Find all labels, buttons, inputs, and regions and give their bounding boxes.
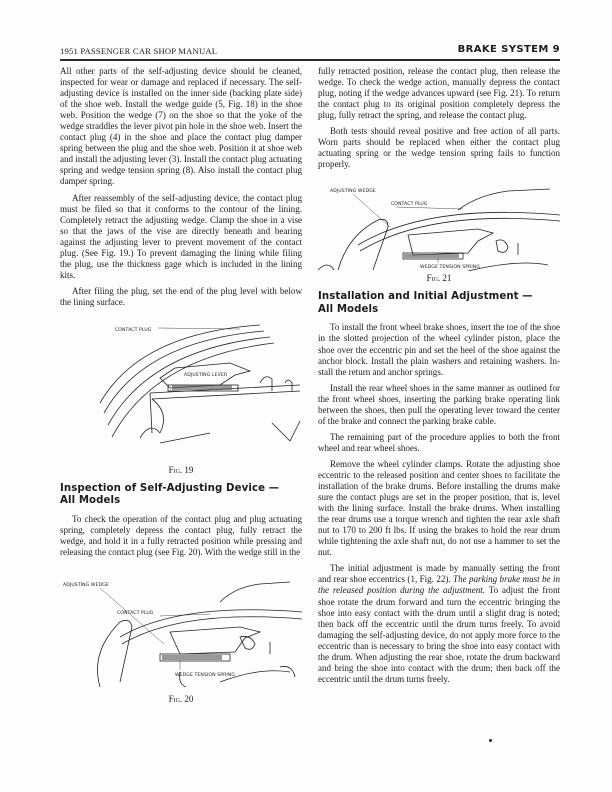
fig20-label-contact-plug: CONTACT PLUG [117,611,154,617]
paragraph-initial-adjustment [318,563,560,685]
paragraph: Install the rear wheel shoes in the same manner as outlined for the front wheel shoes, inserting the parking brake operating link between the shoes, then pull the operating lever toward the center of the brake and connect the parking brake cable. [318,382,560,426]
fig20-label-adjusting-wedge: ADJUSTING WEDGE [63,583,109,589]
fig21-label-contact-plug: CONTACT PLUG [391,202,428,208]
heading-line: All Models [318,303,379,315]
paragraph: After filing the plug, set the end of the plug level with below the lining surface. [60,285,302,307]
paragraph: To check the operation of the contact plug and plug actuating spring, completely depress the contact plug, fully retract the wedge, and hold it in a fully retracted position while pressing and releasing the contact plug (see Fig. 20). With the wedge still in the [60,513,302,558]
paragraph: After reassembly of the self-adjusting device, the contact plug must be filed so that it conforms to the contour of the lining. Completely retract the adjusting wedge. Clamp the shoe in a vise so that the jaws of the vise are directly beneath and bearing against the adjusting lever to prevent movement of the contact plug. (See Fig. 19.) To prevent damaging the lining while filing the plug, use the thickness gage which is included in the lining kits. [60,192,302,280]
fig19-caption: Fig. 19 [168,464,194,475]
heading-line: Inspection of Self-Adjusting Device — [60,482,280,494]
section-page-number: BRAKE SYSTEM 9 [457,44,560,55]
heading-line: All Models [60,495,121,507]
paragraph: fully retracted position, release the contact plug, then release the wedge. To check the wedge action, manually depress the contact plug, noting if the wedge advances upward (see Fig. 21). To return the contact plug to its original position completely depress the plug, fully retract the spring, and release the contact plug. [318,66,560,121]
paragraph: Remove the wheel cylinder clamps. Rotate the adjusting shoe eccentric to the released position and center shoes to facilitate the installation of the brake drums. Before installing the drums make sure the contact plugs are set in the proper position, that is, level with the lining surface. Install the brake drums. When installing the rear drums use a torque wrench and tighten the rear axle shaft nut to 170 to 200 ft lbs. If using the brakes to hold the rear drum while tightening the axle shaft nut, do not use a hammer to set the nut. [318,458,560,558]
header-rule [60,59,560,61]
right-column [318,66,560,690]
text-run: To adjust the front shoe rotate the drum forward and turn the eccentric bringing the shoe into easy contact with the drum until a slight drag is noted; then back off the eccentric until the drum turns freely. To avoid damaging the self-adjusting device, do not apply more force to the eccentric than is necessary to bring the shoe into easy contact with the drum. When adjusting the rear shoe, rotate the drum backward and bring the shoe into contact with the drum; then back off the eccentric until the drum turns freely. [318,585,560,684]
fig20-illustration [60,572,302,692]
figure-19 [60,313,302,475]
end-mark [489,739,492,742]
fig19-label-contact-plug: CONTACT PLUG [115,327,152,333]
fig21-caption: Fig. 21 [426,273,452,284]
paragraph: To install the front wheel brake shoes, insert the toe of the shoe in the slotted projection of the wheel cylinder piston, place the shoe over the eccentric pin and set the heel of the shoe against the anchor block. Install the plain washers and retaining washers. Install the return and anchor springs. [318,322,560,377]
running-header [60,44,560,58]
fig19-label-adjusting-lever: ADJUSTING LEVER [184,372,228,378]
fig21-label-adjusting-wedge: ADJUSTING WEDGE [330,189,376,195]
heading-line: Installation and Initial Adjustment — [318,291,533,303]
fig20-label-wedge-tension-spring: WEDGE TENSION SPRING [175,673,236,679]
paragraph: All other parts of the self-adjusting device should be cleaned, inspected for wear or damage and replaced if necessary. The self-adjusting device is installed on the inner side (backing plate side) of the shoe web. Install the wedge guide (5, Fig. 18) in the shoe web. Position the wedge (7) on the shoe so that the yoke of the wedge straddles the lever pivot pin hole in the shoe web. Insert the contact plug (4) in the shoe and place the contact plug damper spring between the plug and the shoe web. Position it at shoe web and install the adjusting lever (3). Install the contact plug actuating spring and wedge tension spring (8). Also install the contact plug damper spring. [60,66,302,187]
fig21-illustration [318,175,560,271]
manual-title: 1951 PASSENGER CAR SHOP MANUAL [60,46,218,56]
section-heading-inspection [60,483,302,508]
section-heading-installation [318,291,560,316]
fig20-caption: Fig. 20 [168,694,194,705]
fig19-illustration [60,313,302,463]
text-run: The initial adjustment is made by manually setting the front and rear shoe eccentrics (1, Fig. 22). [318,563,560,585]
paragraph: Both tests should reveal positive and free action of all parts. Worn parts should be replaced when either the contact plug actuating spring or the wedge tension spring fails to function properly. [318,126,560,170]
left-column [60,66,302,710]
figure-21 [318,175,560,283]
figure-20 [60,572,302,704]
paragraph: The remaining part of the procedure applies to both the front wheel and rear wheel shoes. [318,431,560,453]
fig21-label-wedge-tension-spring: WEDGE TENSION SPRING [420,265,481,271]
italic-warning: The parking brake must be in the released position during the adjustment. [318,574,560,596]
